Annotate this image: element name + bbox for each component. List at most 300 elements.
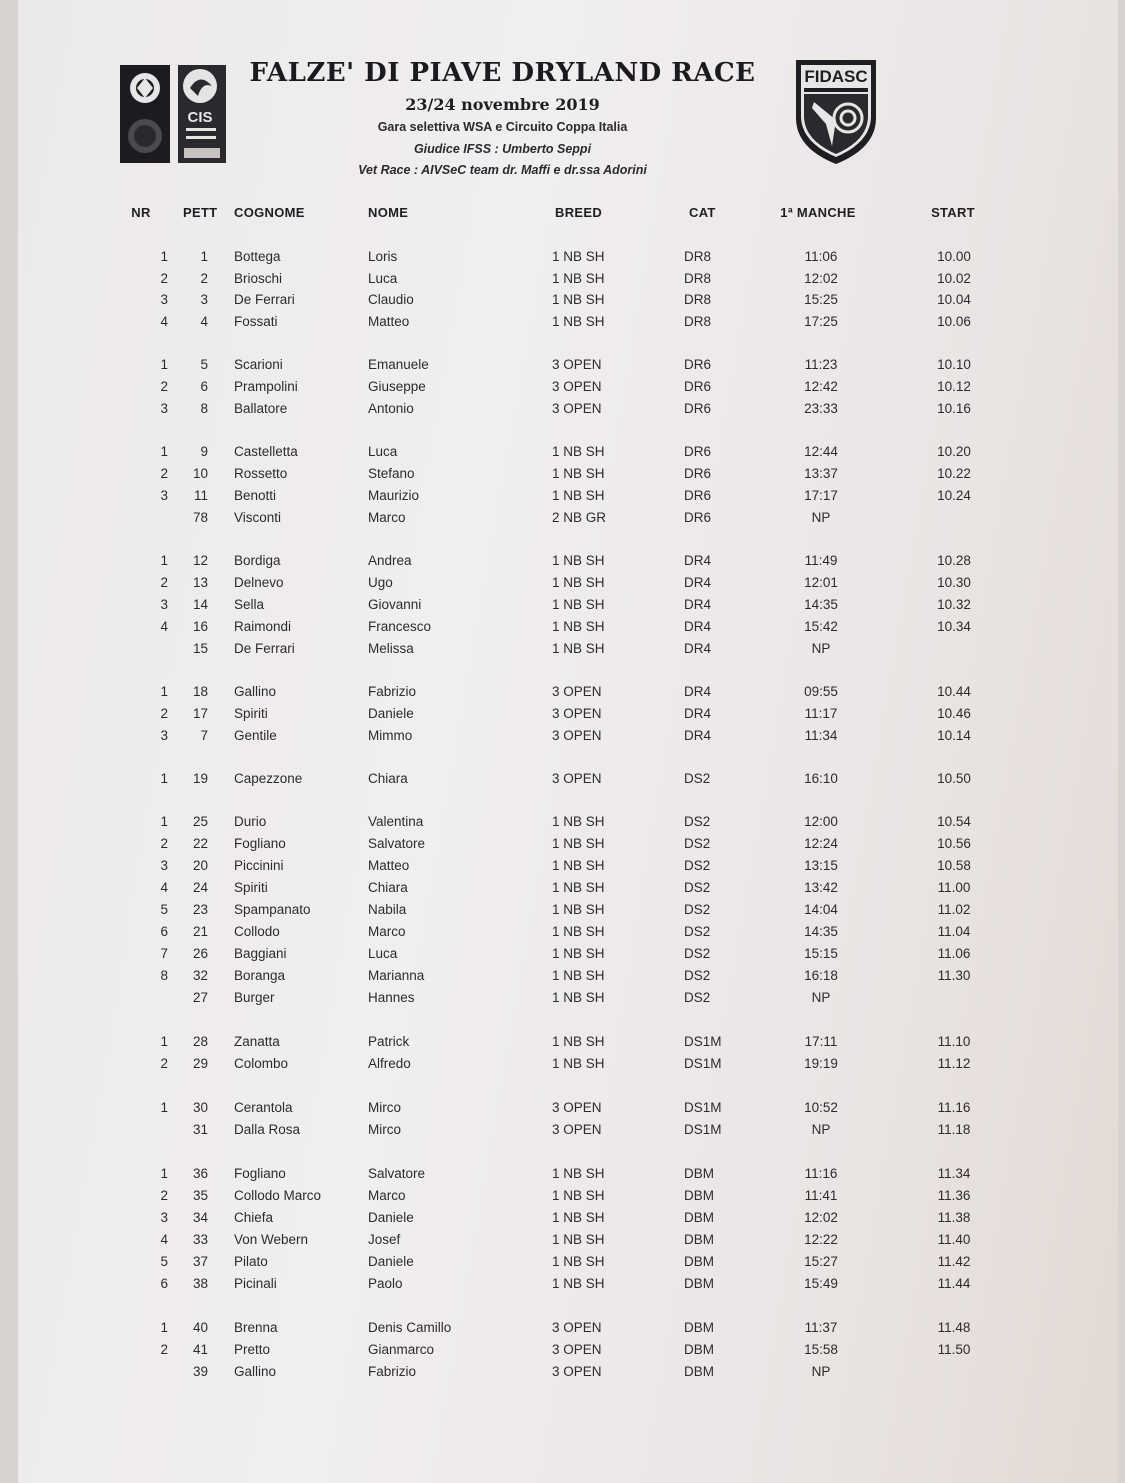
row-cat: DS2 (684, 946, 711, 961)
row-pett: 7 (200, 728, 208, 743)
row-manche: 12:02 (804, 1210, 838, 1225)
row-start: 11.00 (937, 880, 971, 895)
row-nr: 1 (160, 771, 168, 786)
row-start: 10.58 (937, 858, 971, 873)
row-cat: DBM (684, 1342, 714, 1357)
row-pett: 19 (192, 771, 208, 786)
row-pett: 21 (192, 924, 208, 939)
table-row (0, 269, 1125, 289)
row-cognome: Pilato (234, 1254, 268, 1269)
row-breed: 1 NB SH (552, 990, 605, 1005)
row-manche: 12:42 (804, 379, 838, 394)
row-nome: Luca (368, 271, 398, 286)
row-breed: 1 NB SH (552, 902, 605, 917)
row-cognome: Sella (234, 597, 265, 612)
row-nr: 6 (160, 924, 168, 939)
row-nome: Josef (368, 1232, 401, 1247)
table-row (0, 1318, 1125, 1338)
row-cat: DR8 (684, 271, 712, 286)
row-cognome: Fogliano (234, 1166, 286, 1181)
row-nr: 1 (160, 814, 168, 829)
row-nome: Paolo (368, 1276, 403, 1291)
row-pett: 4 (200, 314, 208, 329)
row-manche: 13:37 (804, 466, 838, 481)
col-header-nr: NR (131, 205, 151, 220)
table-row (0, 834, 1125, 854)
row-manche: 15:15 (804, 946, 838, 961)
row-manche: 13:42 (804, 880, 838, 895)
row-pett: 38 (192, 1276, 208, 1291)
row-cognome: Raimondi (234, 619, 292, 634)
row-start: 10.16 (937, 401, 971, 416)
row-cognome: De Ferrari (234, 641, 295, 656)
row-nr: 4 (160, 1232, 168, 1247)
row-cognome: Gentile (234, 728, 277, 743)
row-nr: 2 (160, 1342, 168, 1357)
row-nr: 1 (160, 357, 168, 372)
row-start: 10.56 (937, 836, 971, 851)
row-breed: 1 NB SH (552, 836, 605, 851)
row-cognome: Spiriti (234, 706, 268, 721)
row-nr: 4 (160, 619, 168, 634)
row-cognome: Capezzone (234, 771, 303, 786)
row-nome: Chiara (368, 880, 408, 895)
row-cat: DS1M (684, 1034, 722, 1049)
row-pett: 10 (192, 466, 208, 481)
row-breed: 1 NB SH (552, 1034, 605, 1049)
row-nr: 1 (160, 444, 168, 459)
row-nome: Francesco (368, 619, 432, 634)
row-manche: 12:24 (804, 836, 838, 851)
row-pett: 39 (192, 1364, 208, 1379)
row-nr: 1 (160, 1100, 168, 1115)
row-manche: 11:16 (804, 1166, 838, 1181)
row-start: 10.14 (937, 728, 971, 743)
table-row (0, 1186, 1125, 1206)
row-manche: 12:00 (804, 814, 838, 829)
row-breed: 3 OPEN (552, 379, 602, 394)
row-cat: DS2 (684, 814, 711, 829)
row-nome: Marco (368, 1188, 406, 1203)
col-header-manche: 1ª MANCHE (780, 205, 856, 220)
row-manche: 12:02 (804, 271, 838, 286)
row-cognome: Dalla Rosa (234, 1122, 301, 1137)
row-breed: 1 NB SH (552, 814, 605, 829)
row-pett: 28 (192, 1034, 208, 1049)
row-start: 10.44 (937, 684, 971, 699)
row-start: 11.30 (937, 968, 971, 983)
row-breed: 1 NB SH (552, 1210, 605, 1225)
row-cognome: Prampolini (234, 379, 298, 394)
row-pett: 18 (192, 684, 208, 699)
row-breed: 3 OPEN (552, 1320, 602, 1335)
table-row (0, 639, 1125, 659)
row-breed: 3 OPEN (552, 1100, 602, 1115)
row-nome: Fabrizio (368, 1364, 417, 1379)
table-row (0, 1362, 1125, 1382)
table-row (0, 312, 1125, 332)
row-breed: 3 OPEN (552, 771, 602, 786)
row-start: 11.38 (937, 1210, 971, 1225)
row-cat: DR4 (684, 597, 712, 612)
row-nr: 2 (160, 1056, 168, 1071)
row-breed: 1 NB SH (552, 1166, 605, 1181)
row-start: 10.24 (937, 488, 971, 503)
row-cognome: Collodo (234, 924, 280, 939)
row-nome: Patrick (368, 1034, 410, 1049)
row-breed: 1 NB SH (552, 858, 605, 873)
row-breed: 1 NB SH (552, 553, 605, 568)
row-nr: 2 (160, 575, 168, 590)
row-breed: 3 OPEN (552, 1122, 602, 1137)
row-cat: DR4 (684, 619, 712, 634)
row-cat: DR8 (684, 314, 712, 329)
table-header-row (0, 203, 1125, 223)
row-cat: DS2 (684, 858, 711, 873)
row-start: 10.28 (937, 553, 971, 568)
row-cat: DR8 (684, 249, 712, 264)
row-manche: 12:22 (804, 1232, 838, 1247)
row-start: 10.22 (937, 466, 971, 481)
row-nome: Stefano (368, 466, 415, 481)
row-cat: DBM (684, 1254, 714, 1269)
row-cognome: De Ferrari (234, 292, 295, 307)
row-cat: DS1M (684, 1056, 722, 1071)
row-nr: 4 (160, 314, 168, 329)
row-cognome: Collodo Marco (234, 1188, 322, 1203)
col-header-cognome: COGNOME (234, 205, 305, 220)
row-breed: 1 NB SH (552, 444, 605, 459)
row-nr: 8 (160, 968, 168, 983)
table-row (0, 399, 1125, 419)
vet-race-line: Vet Race : AIVSeC team dr. Maffi e dr.ssa Adorini (358, 163, 647, 177)
row-nome: Mimmo (368, 728, 413, 743)
table-row (0, 726, 1125, 746)
table-row (0, 290, 1125, 310)
row-manche: 14:35 (804, 597, 838, 612)
row-manche: 15:27 (804, 1254, 838, 1269)
table-row (0, 1274, 1125, 1294)
row-cognome: Castelletta (234, 444, 298, 459)
row-cognome: Fossati (234, 314, 278, 329)
row-nome: Matteo (368, 314, 410, 329)
row-pett: 23 (192, 902, 208, 917)
row-nome: Andrea (368, 553, 412, 568)
table-row (0, 878, 1125, 898)
row-cat: DR6 (684, 466, 712, 481)
row-manche: 14:35 (804, 924, 838, 939)
judge-line: Giudice IFSS : Umberto Seppi (413, 142, 592, 156)
event-date: 23/24 novembre 2019 (405, 95, 600, 114)
row-nome: Gianmarco (368, 1342, 435, 1357)
row-breed: 1 NB SH (552, 1232, 605, 1247)
row-nome: Marco (368, 510, 406, 525)
row-pett: 1 (200, 249, 208, 264)
row-nr: 3 (160, 597, 168, 612)
row-breed: 1 NB SH (552, 597, 605, 612)
row-pett: 20 (192, 858, 208, 873)
row-pett: 14 (192, 597, 208, 612)
row-cat: DR6 (684, 510, 712, 525)
row-start: 10.10 (937, 357, 971, 372)
row-manche: NP (811, 1364, 831, 1379)
table-row (0, 1120, 1125, 1140)
row-nr: 1 (160, 1166, 168, 1181)
row-nr: 4 (160, 880, 168, 895)
row-breed: 1 NB SH (552, 968, 605, 983)
row-manche: 16:10 (804, 771, 838, 786)
row-manche: 11:17 (804, 706, 838, 721)
row-cognome: Bordiga (234, 553, 281, 568)
row-start: 11.10 (937, 1034, 971, 1049)
table-row (0, 704, 1125, 724)
row-pett: 8 (200, 401, 208, 416)
row-start: 10.34 (937, 619, 971, 634)
row-nr: 6 (160, 1276, 168, 1291)
row-nr: 3 (160, 401, 168, 416)
row-pett: 78 (192, 510, 208, 525)
row-cat: DR6 (684, 444, 712, 459)
row-breed: 1 NB SH (552, 271, 605, 286)
row-cat: DBM (684, 1232, 714, 1247)
row-breed: 1 NB SH (552, 924, 605, 939)
table-row (0, 595, 1125, 615)
row-pett: 25 (192, 814, 208, 829)
row-manche: 11:49 (804, 553, 838, 568)
row-nome: Daniele (368, 1254, 414, 1269)
row-cat: DBM (684, 1320, 714, 1335)
row-start: 11.18 (937, 1122, 971, 1137)
row-start: 10.46 (937, 706, 971, 721)
table-row (0, 1098, 1125, 1118)
row-breed: 1 NB SH (552, 314, 605, 329)
table-row (0, 1208, 1125, 1228)
row-manche: NP (811, 990, 831, 1005)
row-start: 10.50 (937, 771, 971, 786)
row-breed: 3 OPEN (552, 728, 602, 743)
row-start: 11.48 (937, 1320, 971, 1335)
row-start: 10.04 (937, 292, 971, 307)
row-pett: 35 (192, 1188, 208, 1203)
row-breed: 1 NB SH (552, 292, 605, 307)
row-cat: DS2 (684, 880, 711, 895)
row-cat: DS1M (684, 1122, 722, 1137)
row-manche: 09:55 (804, 684, 838, 699)
row-start: 11.04 (937, 924, 971, 939)
row-start: 10.02 (937, 271, 971, 286)
table-row (0, 966, 1125, 986)
row-start: 11.42 (937, 1254, 971, 1269)
row-pett: 31 (192, 1122, 208, 1137)
row-start: 10.54 (937, 814, 971, 829)
row-breed: 3 OPEN (552, 401, 602, 416)
row-pett: 26 (192, 946, 208, 961)
row-manche: 11:37 (804, 1320, 838, 1335)
row-cat: DS1M (684, 1100, 722, 1115)
row-cognome: Visconti (234, 510, 282, 525)
row-cognome: Scarioni (234, 357, 283, 372)
table-row (0, 1054, 1125, 1074)
row-manche: NP (811, 1122, 831, 1137)
table-row (0, 551, 1125, 571)
row-nome: Fabrizio (368, 684, 417, 699)
row-nr: 5 (160, 902, 168, 917)
row-nome: Emanuele (368, 357, 429, 372)
row-pett: 6 (200, 379, 208, 394)
row-breed: 2 NB GR (552, 510, 607, 525)
row-nr: 3 (160, 858, 168, 873)
row-pett: 41 (192, 1342, 208, 1357)
row-pett: 2 (200, 271, 208, 286)
row-cat: DBM (684, 1210, 714, 1225)
row-cognome: Ballatore (234, 401, 288, 416)
row-pett: 36 (192, 1166, 208, 1181)
row-cognome: Pretto (234, 1342, 271, 1357)
row-nome: Hannes (368, 990, 415, 1005)
row-nr: 2 (160, 1188, 168, 1203)
row-breed: 1 NB SH (552, 1276, 605, 1291)
row-nr: 2 (160, 706, 168, 721)
table-row (0, 508, 1125, 528)
row-breed: 1 NB SH (552, 488, 605, 503)
row-cognome: Piccinini (234, 858, 284, 873)
row-manche: 15:42 (804, 619, 838, 634)
row-cat: DR6 (684, 401, 712, 416)
row-nr: 2 (160, 836, 168, 851)
row-pett: 17 (192, 706, 208, 721)
row-start: 10.06 (937, 314, 971, 329)
table-row (0, 1032, 1125, 1052)
row-nome: Marco (368, 924, 406, 939)
row-cat: DS2 (684, 968, 711, 983)
row-nome: Mirco (368, 1122, 401, 1137)
row-pett: 13 (192, 575, 208, 590)
race-type-line: Gara selettiva WSA e Circuito Coppa Italia (377, 120, 628, 134)
row-nome: Melissa (368, 641, 414, 656)
row-nome: Giuseppe (368, 379, 426, 394)
row-manche: 23:33 (804, 401, 838, 416)
row-manche: 10:52 (804, 1100, 838, 1115)
row-cat: DR6 (684, 488, 712, 503)
row-cat: DR4 (684, 575, 712, 590)
row-start: 10.20 (937, 444, 971, 459)
row-cognome: Chiefa (234, 1210, 274, 1225)
row-nome: Daniele (368, 706, 414, 721)
row-cognome: Brioschi (234, 271, 283, 286)
row-start: 10.32 (937, 597, 971, 612)
row-cognome: Boranga (234, 968, 286, 983)
row-breed: 1 NB SH (552, 880, 605, 895)
row-start: 11.16 (937, 1100, 971, 1115)
row-manche: 15:58 (804, 1342, 838, 1357)
row-breed: 1 NB SH (552, 575, 605, 590)
table-row (0, 1230, 1125, 1250)
row-start: 10.00 (937, 249, 971, 264)
row-manche: 11:34 (804, 728, 838, 743)
table-row (0, 682, 1125, 702)
row-manche: 14:04 (804, 902, 838, 917)
row-nome: Alfredo (368, 1056, 411, 1071)
row-nr: 1 (160, 684, 168, 699)
row-nome: Salvatore (368, 1166, 426, 1181)
row-nr: 1 (160, 1320, 168, 1335)
row-nome: Luca (368, 946, 398, 961)
row-cognome: Colombo (234, 1056, 289, 1071)
row-pett: 16 (192, 619, 208, 634)
row-cat: DR6 (684, 379, 712, 394)
row-cat: DS2 (684, 990, 711, 1005)
row-cognome: Spampanato (234, 902, 311, 917)
row-nr: 1 (160, 1034, 168, 1049)
row-start: 11.06 (937, 946, 971, 961)
table-row (0, 617, 1125, 637)
row-pett: 22 (192, 836, 208, 851)
row-nome: Loris (368, 249, 398, 264)
row-manche: 17:17 (804, 488, 838, 503)
row-manche: 15:49 (804, 1276, 838, 1291)
row-cognome: Cerantola (234, 1100, 293, 1115)
row-cognome: Brenna (234, 1320, 278, 1335)
row-cognome: Durio (234, 814, 267, 829)
row-cognome: Burger (234, 990, 275, 1005)
row-breed: 3 OPEN (552, 1342, 602, 1357)
row-nome: Valentina (368, 814, 424, 829)
row-nome: Mirco (368, 1100, 401, 1115)
row-pett: 33 (192, 1232, 208, 1247)
row-pett: 24 (192, 880, 208, 895)
logo-left-text: CIS (187, 109, 213, 126)
row-cognome: Baggiani (234, 946, 287, 961)
table-row (0, 922, 1125, 942)
row-manche: 11:41 (804, 1188, 838, 1203)
row-nr: 3 (160, 728, 168, 743)
row-cat: DBM (684, 1188, 714, 1203)
row-pett: 32 (192, 968, 208, 983)
table-row (0, 988, 1125, 1008)
row-pett: 11 (193, 488, 208, 503)
row-nome: Chiara (368, 771, 408, 786)
row-nome: Marianna (368, 968, 425, 983)
row-cat: DR4 (684, 706, 712, 721)
row-cat: DR4 (684, 684, 712, 699)
row-nome: Luca (368, 444, 398, 459)
row-manche: 15:25 (804, 292, 838, 307)
row-breed: 1 NB SH (552, 466, 605, 481)
col-header-cat: CAT (689, 205, 716, 220)
row-cat: DBM (684, 1364, 714, 1379)
row-cognome: Benotti (234, 488, 277, 503)
col-header-breed: BREED (555, 205, 603, 220)
row-nome: Matteo (368, 858, 410, 873)
col-header-start: START (931, 205, 975, 220)
row-breed: 3 OPEN (552, 357, 602, 372)
row-nr: 1 (160, 249, 168, 264)
row-cat: DR4 (684, 641, 712, 656)
row-manche: 17:11 (804, 1034, 838, 1049)
row-nome: Denis Camillo (368, 1320, 452, 1335)
row-start: 11.40 (937, 1232, 971, 1247)
row-manche: 11:06 (804, 249, 838, 264)
row-cat: DS2 (684, 836, 711, 851)
row-nr: 2 (160, 271, 168, 286)
row-start: 11.36 (937, 1188, 971, 1203)
row-nr: 2 (160, 379, 168, 394)
row-start: 11.02 (937, 902, 971, 917)
page-title: FALZE' DI PIAVE DRYLAND RACE (249, 58, 756, 88)
table-row (0, 1164, 1125, 1184)
row-cognome: Von Webern (234, 1232, 309, 1247)
row-manche: 12:01 (804, 575, 838, 590)
